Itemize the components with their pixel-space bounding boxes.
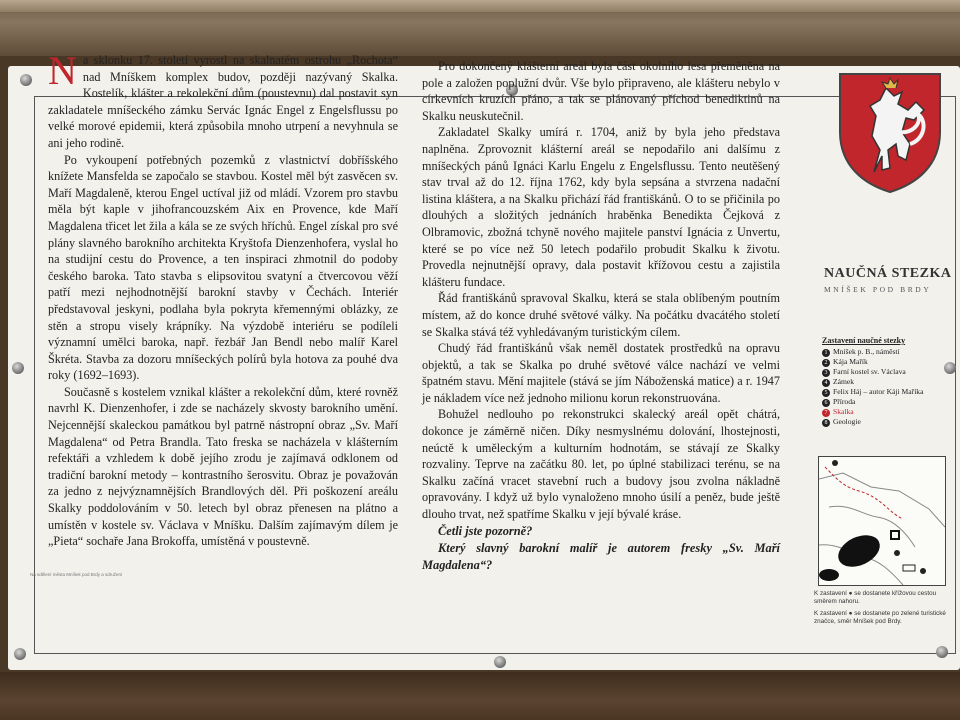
stop-label: Farní kostel sv. Václava	[833, 367, 906, 376]
stop-item	[822, 367, 923, 377]
paragraph: Bohužel nedlouho po rekonstrukci skalecký areál opět chátrá, dokonce je záměrně ničen. Díky nesmyslnému dolování, lhostejnosti, neúctě k uměleckým a kulturním hodnotám, se stávají ze Skalky rozvaliny. Teprve na začátku 80. let, po úplné stabilizaci terénu, se na Skalku začíná vracet stavební ruch a budovy jsou zvolna nákladně opravovány. I když už bylo vynaloženo mnoho úsilí a peněz, bude ještě dlouho trvat, než spatříme Skalku v její bývalé kráse.	[422, 407, 780, 522]
trail-subtitle: MNÍŠEK POD BRDY	[824, 285, 932, 294]
quiz-question: Který slavný barokní malíř je autorem fresky „Sv. Maří Magdalena“?	[422, 540, 780, 572]
stop-item	[822, 377, 923, 387]
wooden-frame-bottom	[0, 672, 960, 720]
text-column-left	[48, 48, 398, 550]
stop-number-icon: 4	[822, 379, 830, 387]
text-column-right	[422, 58, 780, 574]
stop-number-icon: 8	[822, 419, 830, 427]
screw-icon	[494, 656, 506, 668]
stop-number-icon: 1	[822, 349, 830, 357]
stop-item	[822, 407, 923, 417]
stop-label: Felix Háj – autor Káji Maříka	[833, 387, 924, 396]
stop-label: Příroda	[833, 397, 856, 406]
stop-item	[822, 357, 923, 367]
footnote: Na sdělení města Mníšek pod Brdy a sdružení	[30, 572, 123, 577]
stop-number-icon: 7	[822, 409, 830, 417]
paragraph: Pro dokončený klášterní areál byla část okolního lesa přeměněna na pole a založen poplužní dvůr. Vše bylo připraveno, ale klášteru nebylo v církevních kruzích přáno, a tak se plánovaný příchod benediktinů na Skalku neuskutečnil.	[422, 59, 780, 123]
screw-icon	[12, 362, 24, 374]
legend-item: K zastavení ● se dostanete po zelené turistické značce, směr Mníšek pod Brdy.	[814, 610, 946, 625]
paragraph: Zakladatel Skalky umírá r. 1704, aniž by byla jeho představa naplněna. Zprovoznit klášterní areál se nepodařilo ani dalšímu z mníšeckých pánů Ignáci Karlu Engelu z Engelsflussu. Tento neutěšený stav trval až do 12. října 1762, kdy byla sepsána a stvrzena nadační listina kláštera, a na Skalku přichází řád františkánů. O to se přičinila po dlouhých a složitých jednáních hraběnka Benedikta Čejková z Olbramovic, zbožná tchyně nového majitele panství Ignácia z Unvertu, které se po více než 50 letech podařilo probudit Skalku k životu. Provedla nejnutnější opravy, dala postavit křížovou cestu a zajistila klášteru fundace.	[422, 125, 780, 289]
stop-number-icon: 3	[822, 369, 830, 377]
wooden-frame-top	[0, 0, 960, 56]
stops-heading: Zastavení naučné stezky	[822, 336, 906, 345]
quiz-title: Četli jste pozorně?	[438, 523, 533, 538]
stop-label: Skalka	[833, 407, 854, 416]
trail-title: NAUČNÁ STEZKA	[824, 266, 952, 281]
stop-item	[822, 417, 923, 427]
stop-label: Zámek	[833, 377, 855, 386]
stop-item	[822, 397, 923, 407]
screw-icon	[936, 646, 948, 658]
paragraph: Chudý řád františkánů však neměl dostatek prostředků na opravu objektů, a tak se Skalka po druhé světové válce nachází ve velmi špatném stavu. Mění majitele (stává se jím Náboženská matice) a r. 1947 je nákladem více než jednoho milionu korun rekonstruována.	[422, 341, 780, 405]
paragraph: Současně s kostelem vznikal klášter a rekolekční dům, které rovněž navrhl K. Dienzenhofer, i zde se nacházely skvosty barokního umění. Nejcennější skaleckou památkou byl patrně nástropní obraz „Sv. Maří Magdalena“ od Petra Brandla. Tato freska se nacházela v klášterním refektáři a vzhledem k době jejího zrodu je zajímavá odklonem od tradiční barokní metody – kontrastního šerosvitu. Obraz je považován za jedno z nejvýznamnějších Brandlových děl. Při poškození areálu Skalky poddolováním v 50. letech byl obraz přenesen na plátno a umístěn v kostele sv. Václava v Mníšku. Dalším zajímavým dílem je „Pieta“ sochaře Jana Brokoffa, umístěná v poustevně.	[48, 384, 398, 549]
stop-number-icon: 2	[822, 359, 830, 367]
screw-icon	[944, 362, 956, 374]
screw-icon	[14, 648, 26, 660]
paragraph	[48, 48, 398, 152]
legend-item: K zastavení ● se dostanete křížovou cestou směrem nahoru.	[814, 590, 937, 605]
paragraph-text: a sklonku 17. století vyrostl na skalnatém ostrohu „Rochota“ nad Mníškem komplex budov, později nazývaný Skalka. Kostelík, klášter a rekolekční dům (poustevnu) dal postavit syn zakladatele mníšeckého zámku Servác Ignác Engel z Engelsflussu po velké morové epidemii, která způsobila mnoho utrpení a nevyhnula se ani jeho rodině.	[48, 53, 398, 150]
stop-item	[822, 387, 923, 397]
stop-label: Geologie	[833, 417, 861, 426]
map-legend	[814, 590, 954, 630]
coat-of-arms-icon	[836, 70, 944, 194]
trail-map	[818, 456, 946, 586]
stop-item	[822, 347, 923, 357]
stop-label: Mníšek p. B., náměstí	[833, 347, 900, 356]
paragraph: Řád františkánů spravoval Skalku, která se stala oblíbeným poutním místem, až do konce druhé světové války. Na počátku dvacátého století se Skalka stává též vyhledávaným turistickým cílem.	[422, 291, 780, 339]
stop-number-icon: 5	[822, 389, 830, 397]
stop-number-icon: 6	[822, 399, 830, 407]
stops-list	[822, 347, 923, 427]
paragraph: Po vykoupení potřebných pozemků z vlastnictví dobříšského knížete Mansfelda se započalo se stavbou. Kostel měl být zasvěcen sv. Maří Magdaleně, kterou Engel uctíval již od mládí. Vzorem pro stavbu měla být kaple v jihofrancouzském Aix en Provence, kde Maří Magdalena třicet let žila a kála se ze svých hříchů. Engel získal pro své plány slavného barokního architekta Kryštofa Dienzenhofera, vyslal ho na studijní cestu do Provence, a ten inspiraci zhmotnil do podoby českého baroka. Tato stavba s elipsovitou svatyní a čtvercovou věží patří mezi nejhodnotnější barokní stavby v Čechách. Interiér představoval jeskyni, podlaha byla pokryta křemennými oblázky, ze stěn a stropu visely krápníky. Na výzdobě interiéru se podíleli významní umělci baroka, např. řezbář Jan Bendl nebo malíř Karel Škréta. Stavba za dozoru mníšeckých polírů byla hotova za pouhé dva roky (1692–1693).	[48, 152, 398, 383]
screw-icon	[20, 74, 32, 86]
drop-cap: N	[48, 48, 77, 93]
stop-label: Kája Mařík	[833, 357, 868, 366]
